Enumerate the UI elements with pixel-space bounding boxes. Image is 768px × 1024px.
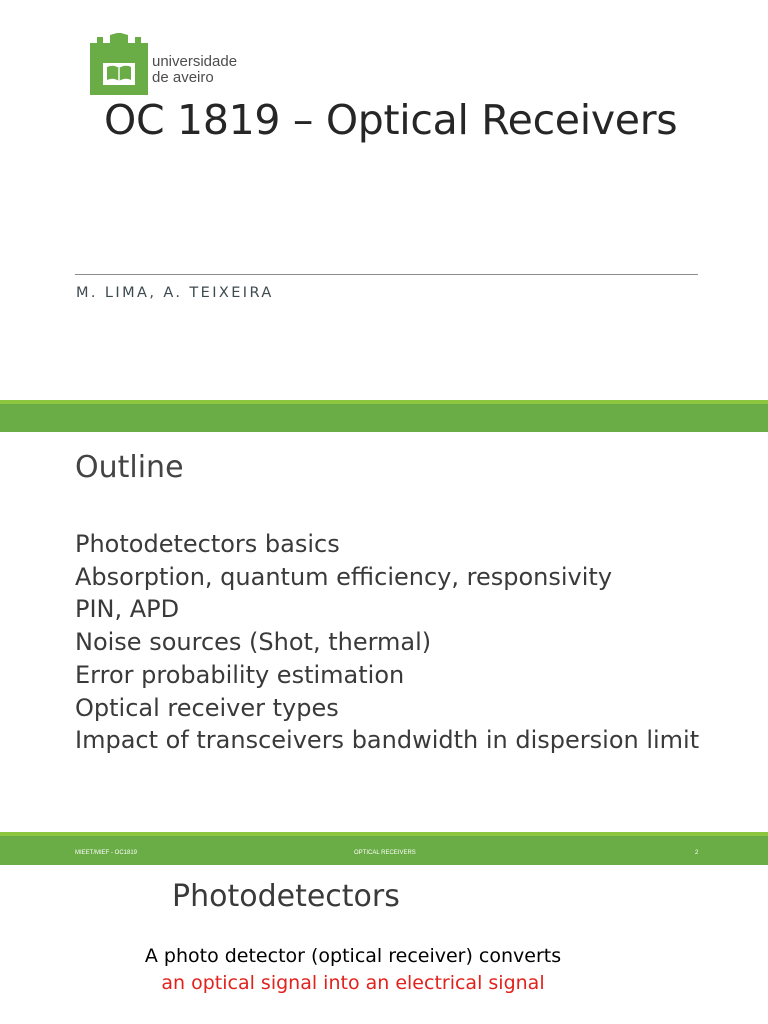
- outline-item: Error probability estimation: [75, 660, 405, 689]
- outline-item: Photodetectors basics: [75, 530, 340, 558]
- outline-slide: [0, 432, 768, 832]
- slide-separator-band: [0, 400, 768, 432]
- authors-subtitle: M. LIMA, A. TEIXEIRA: [76, 285, 274, 301]
- outline-item: Optical receiver types: [75, 693, 339, 722]
- footer-page-number: 2: [695, 850, 699, 856]
- definition-line-2: an optical signal into an electrical signal: [161, 972, 545, 994]
- title-divider: [75, 274, 698, 275]
- outline-heading: Outline: [75, 450, 184, 485]
- outline-item: PIN, APD: [75, 595, 180, 624]
- presentation-title: OC 1819 – Optical Receivers: [104, 96, 678, 144]
- logo-text-line2: de aveiro: [152, 69, 214, 86]
- photodetectors-slide: [0, 865, 768, 1024]
- slide-footer: [0, 832, 768, 865]
- outline-list: [75, 528, 715, 757]
- footer-topic: OPTICAL RECEIVERS: [354, 850, 416, 856]
- logo-text-line1: universidade: [152, 53, 238, 70]
- definition-line-1: A photo detector (optical receiver) converts: [144, 945, 562, 967]
- university-logo-icon: [90, 33, 148, 99]
- photodetectors-heading: Photodetectors: [172, 879, 400, 914]
- title-slide: [0, 0, 768, 400]
- outline-item: Noise sources (Shot, thermal): [75, 628, 432, 657]
- university-logo-text: [152, 54, 237, 86]
- outline-item: Impact of transceivers bandwidth in dispersion limit: [75, 726, 700, 755]
- footer-course-code: MIEET/MIEF - OC1819: [75, 850, 138, 856]
- outline-item: Absorption, quantum efficiency, responsivity: [75, 562, 613, 591]
